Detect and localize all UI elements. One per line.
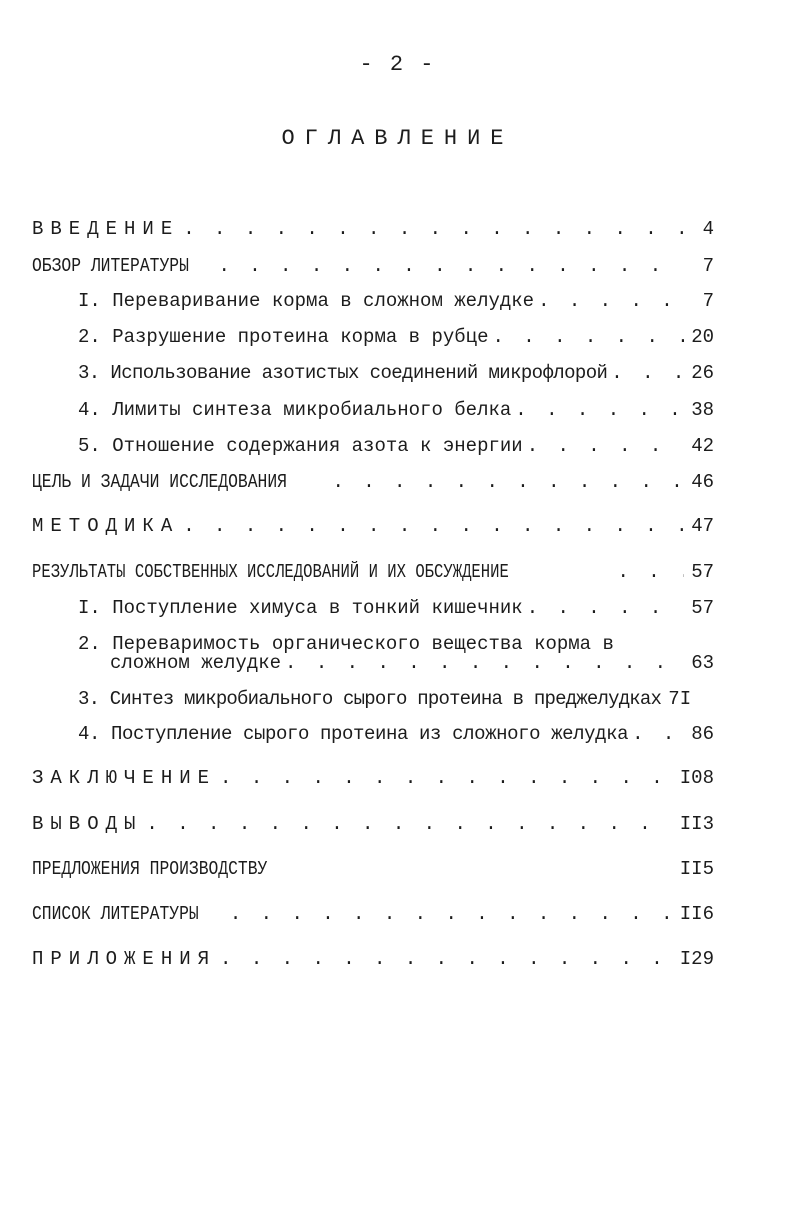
toc-subentry-results-1 xyxy=(78,597,714,619)
dot-leader xyxy=(230,903,674,925)
toc-entry-proposals xyxy=(32,858,714,880)
entry-page: 26 xyxy=(691,362,714,384)
entry-page: 4 xyxy=(702,218,714,240)
dot-leader xyxy=(515,399,684,421)
toc-subentry-3 xyxy=(78,362,714,384)
dot-leader xyxy=(183,515,684,537)
entry-page: II3 xyxy=(679,813,714,835)
entry-text: СПИСОК ЛИТЕРАТУРЫ xyxy=(32,903,199,925)
entry-text: 5. Отношение содержания азота к энергии xyxy=(78,435,523,457)
entry-page: I08 xyxy=(679,767,714,789)
toc-subentry-5 xyxy=(78,435,714,457)
dot-leader xyxy=(146,813,673,835)
entry-page: 38 xyxy=(691,399,714,421)
toc-entry-aims xyxy=(32,471,714,493)
entry-text: МЕТОДИКА xyxy=(32,515,180,537)
entry-page: 7 xyxy=(702,290,714,312)
entry-page: 47 xyxy=(691,515,714,537)
toc-subentry-2 xyxy=(78,326,714,348)
toc-entry-references xyxy=(32,903,714,925)
toc-entry-introduction xyxy=(32,218,714,240)
entry-text: ВВЕДЕНИЕ xyxy=(32,218,180,240)
toc-subentry-4 xyxy=(78,399,714,421)
page-number: - 2 - xyxy=(359,52,436,77)
entry-page: II6 xyxy=(679,903,714,925)
dot-leader xyxy=(538,290,684,312)
toc-entry-literature-review xyxy=(32,255,714,277)
dot-leader xyxy=(183,218,684,240)
entry-text-line2: сложном желудке xyxy=(110,652,282,674)
entry-page: 46 xyxy=(691,471,714,493)
dot-leader xyxy=(492,326,684,348)
entry-text: РЕЗУЛЬТАТЫ СОБСТВЕННЫХ ИССЛЕДОВАНИЙ И ИХ ОБСУЖДЕНИЕ xyxy=(32,561,509,583)
entry-page: 7 xyxy=(702,255,714,277)
entry-text: ЗАКЛЮЧЕНИЕ xyxy=(32,767,217,789)
entry-text: I. Переваривание корма в сложном желудке xyxy=(78,290,535,312)
toc-subentry-results-2-continued xyxy=(110,652,714,674)
toc-title: ОГЛАВЛЕНИЕ xyxy=(281,126,514,151)
entry-text: ПРИЛОЖЕНИЯ xyxy=(32,948,217,970)
entry-text: ПРЕДЛОЖЕНИЯ ПРОИЗВОДСТВУ xyxy=(32,858,268,880)
entry-text: 2. Переваримость органического вещества корма в xyxy=(78,633,614,655)
entry-text: 2. Разрушение протеина корма в рубце xyxy=(78,326,489,348)
toc-entry-conclusion xyxy=(32,767,714,789)
dot-leader xyxy=(332,471,684,493)
entry-page: 20 xyxy=(691,326,714,348)
entry-text: ЦЕЛЬ И ЗАДАЧИ ИССЛЕДОВАНИЯ xyxy=(32,471,287,493)
dot-leader xyxy=(285,652,687,674)
entry-page: 7I xyxy=(668,688,692,710)
entry-text: 4. Поступление сырого протеина из сложного желудка xyxy=(78,723,629,745)
entry-page: 86 xyxy=(691,723,714,745)
toc-subentry-results-3 xyxy=(78,688,714,710)
dot-leader xyxy=(618,561,685,583)
dot-leader xyxy=(611,362,684,384)
toc-entry-findings xyxy=(32,813,714,835)
entry-page: 57 xyxy=(691,561,714,583)
dot-leader xyxy=(632,723,684,745)
dot-leader xyxy=(220,948,674,970)
dot-leader xyxy=(527,435,684,457)
entry-text: ВЫВОДЫ xyxy=(32,813,143,835)
toc-entry-appendices xyxy=(32,948,714,970)
entry-text: 3. Синтез микробиального сырого протеина в преджелудках xyxy=(78,688,662,710)
entry-page: II5 xyxy=(679,858,714,880)
entry-text: ОБЗОР ЛИТЕРАТУРЫ xyxy=(32,255,189,277)
dot-leader xyxy=(527,597,684,619)
toc-entry-results xyxy=(32,561,714,583)
entry-text: 3. Использование азотистых соединений микрофлорой xyxy=(78,362,608,384)
entry-text: 4. Лимиты синтеза микробиального белка xyxy=(78,399,512,421)
entry-page: 57 xyxy=(691,597,714,619)
dot-leader xyxy=(220,767,674,789)
entry-text: I. Поступление химуса в тонкий кишечник xyxy=(78,597,523,619)
entry-page: I29 xyxy=(679,948,714,970)
toc-subentry-1 xyxy=(78,290,714,312)
entry-page: 63 xyxy=(691,652,714,674)
entry-page: 42 xyxy=(691,435,714,457)
toc-subentry-results-4 xyxy=(78,723,714,745)
toc-entry-methods xyxy=(32,515,714,537)
dot-leader xyxy=(218,255,684,277)
